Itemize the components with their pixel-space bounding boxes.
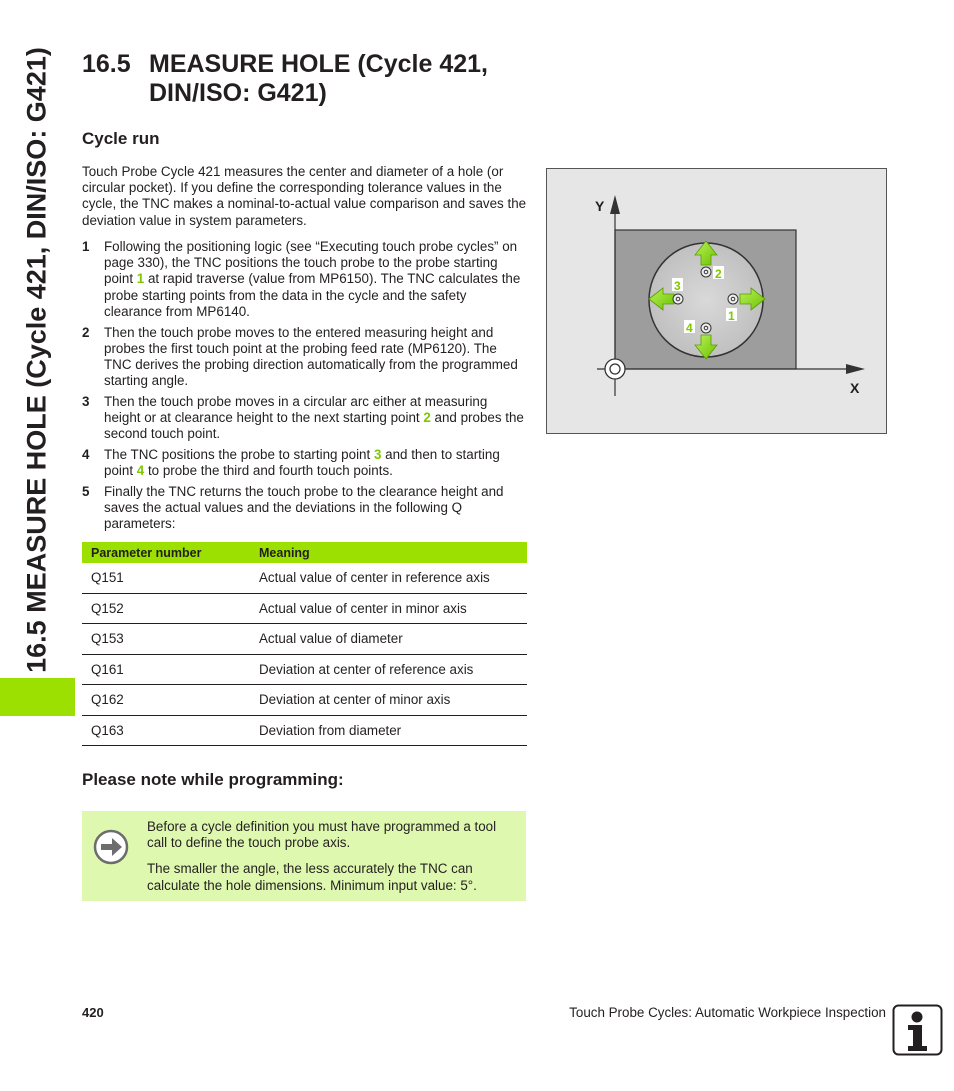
parameters-table [82,542,527,746]
param-meaning: Deviation from diameter [250,715,527,746]
y-axis-label: Y [595,198,605,214]
point-label-4: 4 [686,321,693,335]
list-item [82,484,527,533]
list-item [82,394,527,443]
arrow-right-icon [92,828,130,866]
table-row [82,654,527,685]
intro-paragraph: Touch Probe Cycle 421 measures the center and diameter of a hole (or circular pocket). If you define the corresponding tolerance values in the cycle, the TNC makes a nominal-to-actual value comparison and saves the deviation value in system parameters. [82,164,527,228]
table-row [82,593,527,624]
step-text: Then the touch probe moves in a circular arc either at measuring height or at clearance height to the next starting point 2 and probes the second touch point. [104,393,524,442]
table-row [82,715,527,746]
list-item [82,447,527,479]
note-paragraph: Before a cycle definition you must have programmed a tool call to define the touch probe axis. [147,819,497,851]
side-chapter-title-text: 16.5 MEASURE HOLE (Cycle 421, DIN/ISO: G421) [21,47,52,673]
table-row [82,624,527,655]
step-text: Following the positioning logic (see “Executing touch probe cycles” on page 330), the TNC positions the touch probe to the probe starting point 1 at rapid traverse (value from MP6150). The TNC calculates the probe starting points from the data in the cycle and the safety clearance from MP6140. [104,239,521,319]
chapter-tab-marker [0,678,75,716]
x-axis-label: X [850,380,860,396]
point-label: 1 [136,271,145,287]
step-number: 2 [82,324,90,340]
step-text: Finally the TNC returns the touch probe to the clearance height and saves the actual values and the deviations in the following Q parameters: [104,483,504,532]
title-line-2: DIN/ISO: G421) [149,79,327,107]
x-axis-arrowhead [846,364,865,374]
note-paragraph: The smaller the angle, the less accurately the TNC can calculate the hole dimensions. Minimum input value: 5°. [147,861,477,893]
point-label-1: 1 [728,309,735,323]
section-number: 16.5 [82,50,131,78]
param-meaning: Deviation at center of minor axis [250,685,527,716]
point-label-2: 2 [715,267,722,281]
step-text: Then the touch probe moves to the entered measuring height and probes the first touch point at the probing feed rate (MP6120). The TNC derives the probing direction automatically from the programmed starting angle. [104,324,518,389]
point-label-3: 3 [674,279,681,293]
step-text: The TNC positions the probe to starting point 3 and then to starting point 4 to probe the third and fourth touch points. [104,446,500,479]
list-item [82,239,527,320]
step-number: 4 [82,446,90,462]
param-meaning: Actual value of center in minor axis [250,593,527,624]
param-meaning: Actual value of center in reference axis [250,563,527,593]
column-header: Meaning [250,542,527,563]
steps-list [82,239,527,537]
table-row [82,563,527,593]
param-number: Q151 [82,563,250,593]
step-number: 3 [82,393,90,409]
touch-point-2 [701,267,711,277]
touch-point-1 [728,294,738,304]
info-icon [892,1004,943,1056]
step-number: 1 [82,239,90,254]
page-number: 420 [82,1005,104,1020]
footer-chapter-title: Touch Probe Cycles: Automatic Workpiece Inspection [569,1005,886,1020]
programming-note-heading: Please note while programming: [82,770,344,789]
step-number: 5 [82,483,90,499]
table-header-row [82,542,527,563]
param-meaning: Actual value of diameter [250,624,527,655]
hole-measurement-figure [546,168,887,434]
param-meaning: Deviation at center of reference axis [250,654,527,685]
param-number: Q163 [82,715,250,746]
param-number: Q161 [82,654,250,685]
figure-diagram [547,169,888,435]
touch-point-4 [701,323,711,333]
title-line-1: MEASURE HOLE (Cycle 421, [149,50,488,78]
point-label: 4 [136,463,145,479]
param-number: Q152 [82,593,250,624]
side-chapter-title [0,40,75,680]
point-label: 3 [373,446,382,462]
y-axis-arrowhead [610,195,620,214]
touch-point-3 [673,294,683,304]
cycle-run-heading: Cycle run [82,129,160,148]
param-number: Q153 [82,624,250,655]
param-number: Q162 [82,685,250,716]
note-box [82,811,526,901]
origin-symbol [605,359,625,379]
page-title [82,50,488,108]
table-row [82,685,527,716]
column-header: Parameter number [82,542,250,563]
list-item [82,325,527,390]
point-label: 2 [423,410,431,426]
